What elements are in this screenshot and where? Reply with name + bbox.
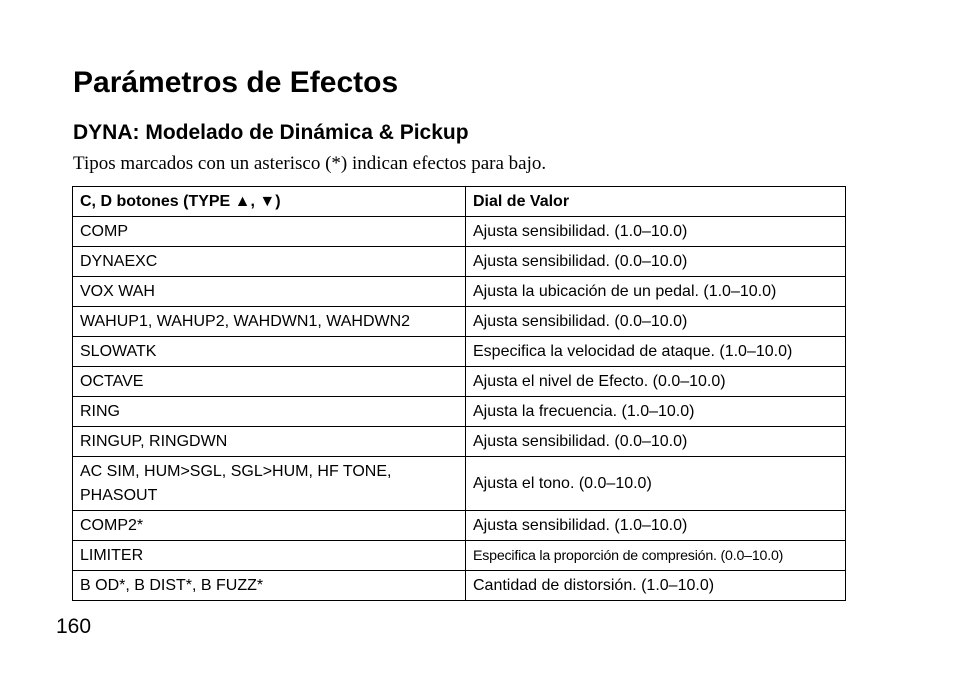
table-row bbox=[73, 541, 846, 571]
page-title: Parámetros de Efectos bbox=[73, 66, 399, 99]
value-cell: Especifica la velocidad de ataque. (1.0–10.0) bbox=[466, 337, 846, 367]
table-header-row bbox=[73, 187, 846, 217]
table-row bbox=[73, 571, 846, 601]
intro-text: Tipos marcados con un asterisco (*) indican efectos para bajo. bbox=[73, 153, 547, 174]
value-cell: Ajusta sensibilidad. (1.0–10.0) bbox=[466, 511, 846, 541]
table-row bbox=[73, 277, 846, 307]
type-cell: AC SIM, HUM>SGL, SGL>HUM, HF TONE, PHASOUT bbox=[73, 457, 466, 511]
table-row bbox=[73, 427, 846, 457]
value-cell: Ajusta sensibilidad. (0.0–10.0) bbox=[466, 427, 846, 457]
value-cell: Ajusta sensibilidad. (1.0–10.0) bbox=[466, 217, 846, 247]
type-cell: B OD*, B DIST*, B FUZZ* bbox=[73, 571, 466, 601]
table-row bbox=[73, 367, 846, 397]
column-header-value: Dial de Valor bbox=[466, 187, 846, 217]
table-row bbox=[73, 511, 846, 541]
value-cell: Ajusta el tono. (0.0–10.0) bbox=[466, 457, 846, 511]
type-cell: DYNAEXC bbox=[73, 247, 466, 277]
page-number: 160 bbox=[56, 615, 92, 638]
table-row bbox=[73, 397, 846, 427]
type-cell: RING bbox=[73, 397, 466, 427]
table-row bbox=[73, 457, 846, 511]
column-header-type: C, D botones (TYPE ▲, ▼) bbox=[73, 187, 466, 217]
type-cell: SLOWATK bbox=[73, 337, 466, 367]
type-cell: VOX WAH bbox=[73, 277, 466, 307]
type-cell: COMP bbox=[73, 217, 466, 247]
type-cell: OCTAVE bbox=[73, 367, 466, 397]
type-cell: WAHUP1, WAHUP2, WAHDWN1, WAHDWN2 bbox=[73, 307, 466, 337]
table-row bbox=[73, 217, 846, 247]
type-cell: RINGUP, RINGDWN bbox=[73, 427, 466, 457]
section-title: DYNA: Modelado de Dinámica & Pickup bbox=[73, 121, 469, 144]
value-cell: Ajusta la ubicación de un pedal. (1.0–10.0) bbox=[466, 277, 846, 307]
value-cell: Ajusta sensibilidad. (0.0–10.0) bbox=[466, 307, 846, 337]
type-cell: LIMITER bbox=[73, 541, 466, 571]
value-cell: Especifica la proporción de compresión. (0.0–10.0) bbox=[466, 541, 846, 571]
table-row bbox=[73, 247, 846, 277]
value-cell: Ajusta el nivel de Efecto. (0.0–10.0) bbox=[466, 367, 846, 397]
value-cell: Ajusta la frecuencia. (1.0–10.0) bbox=[466, 397, 846, 427]
type-cell: COMP2* bbox=[73, 511, 466, 541]
parameters-table bbox=[72, 186, 846, 601]
table-row bbox=[73, 307, 846, 337]
value-cell: Cantidad de distorsión. (1.0–10.0) bbox=[466, 571, 846, 601]
table-row bbox=[73, 337, 846, 367]
value-cell: Ajusta sensibilidad. (0.0–10.0) bbox=[466, 247, 846, 277]
